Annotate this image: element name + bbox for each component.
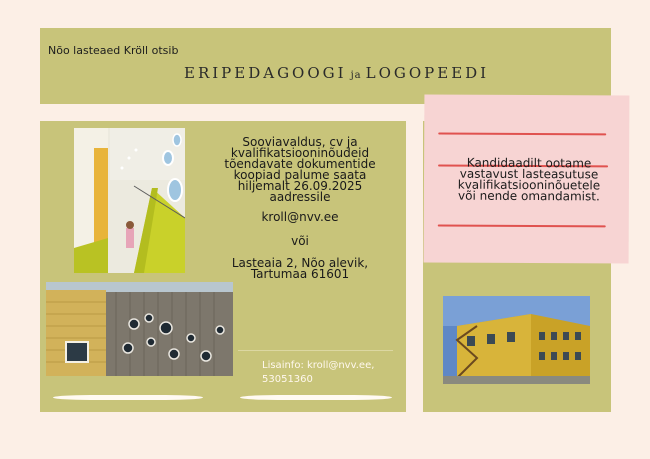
contact-divider	[238, 350, 393, 351]
postal-address	[215, 258, 385, 280]
headline-part2: LOGOPEEDI	[365, 64, 490, 82]
kindergarten-kicker: Nõo lasteaed Kröll otsib	[48, 44, 179, 57]
note-line: kvalifikatsiooninõuetele	[457, 177, 601, 193]
note-line: vastavust lasteasutuse	[459, 166, 599, 182]
or-label: või	[291, 234, 309, 248]
contact-line: Lisainfo: kroll@nvv.ee,	[262, 360, 375, 371]
requirements-text	[436, 155, 622, 204]
note-line: või nende omandamist.	[457, 188, 600, 204]
decorative-wave	[53, 395, 203, 400]
apply-line: Sooviavaldus, cv ja	[242, 135, 358, 149]
note-rule	[438, 225, 606, 228]
school-building-photo	[443, 296, 590, 384]
requirements-note	[424, 94, 630, 263]
apply-line: hiljemalt 26.09.2025	[237, 179, 363, 193]
note-rule	[438, 133, 606, 136]
email-address[interactable]: kroll@nvv.ee	[261, 210, 339, 224]
headline-join: ja	[350, 70, 362, 81]
hallway-photo	[74, 128, 185, 273]
header-banner	[40, 28, 611, 104]
address-line: Tartumaa 61601	[250, 267, 350, 281]
apply-line: kvalifikatsiooninõudeid	[230, 146, 370, 160]
decorative-wave	[240, 395, 392, 400]
job-headline	[184, 64, 489, 82]
contact-phone: 53051360	[262, 374, 313, 385]
note-line: Kandidaadilt ootame	[466, 155, 592, 171]
facade-photo	[46, 282, 233, 376]
apply-line: tõendavate dokumentide	[224, 157, 376, 171]
apply-line: aadressile	[269, 190, 331, 204]
address-line: Lasteaia 2, Nõo alevik,	[231, 256, 369, 270]
apply-line: koopiad palume saata	[233, 168, 367, 182]
headline-part1: ERIPEDAGOOGI	[184, 64, 347, 82]
contact-info	[262, 359, 387, 387]
application-instructions	[215, 137, 385, 203]
